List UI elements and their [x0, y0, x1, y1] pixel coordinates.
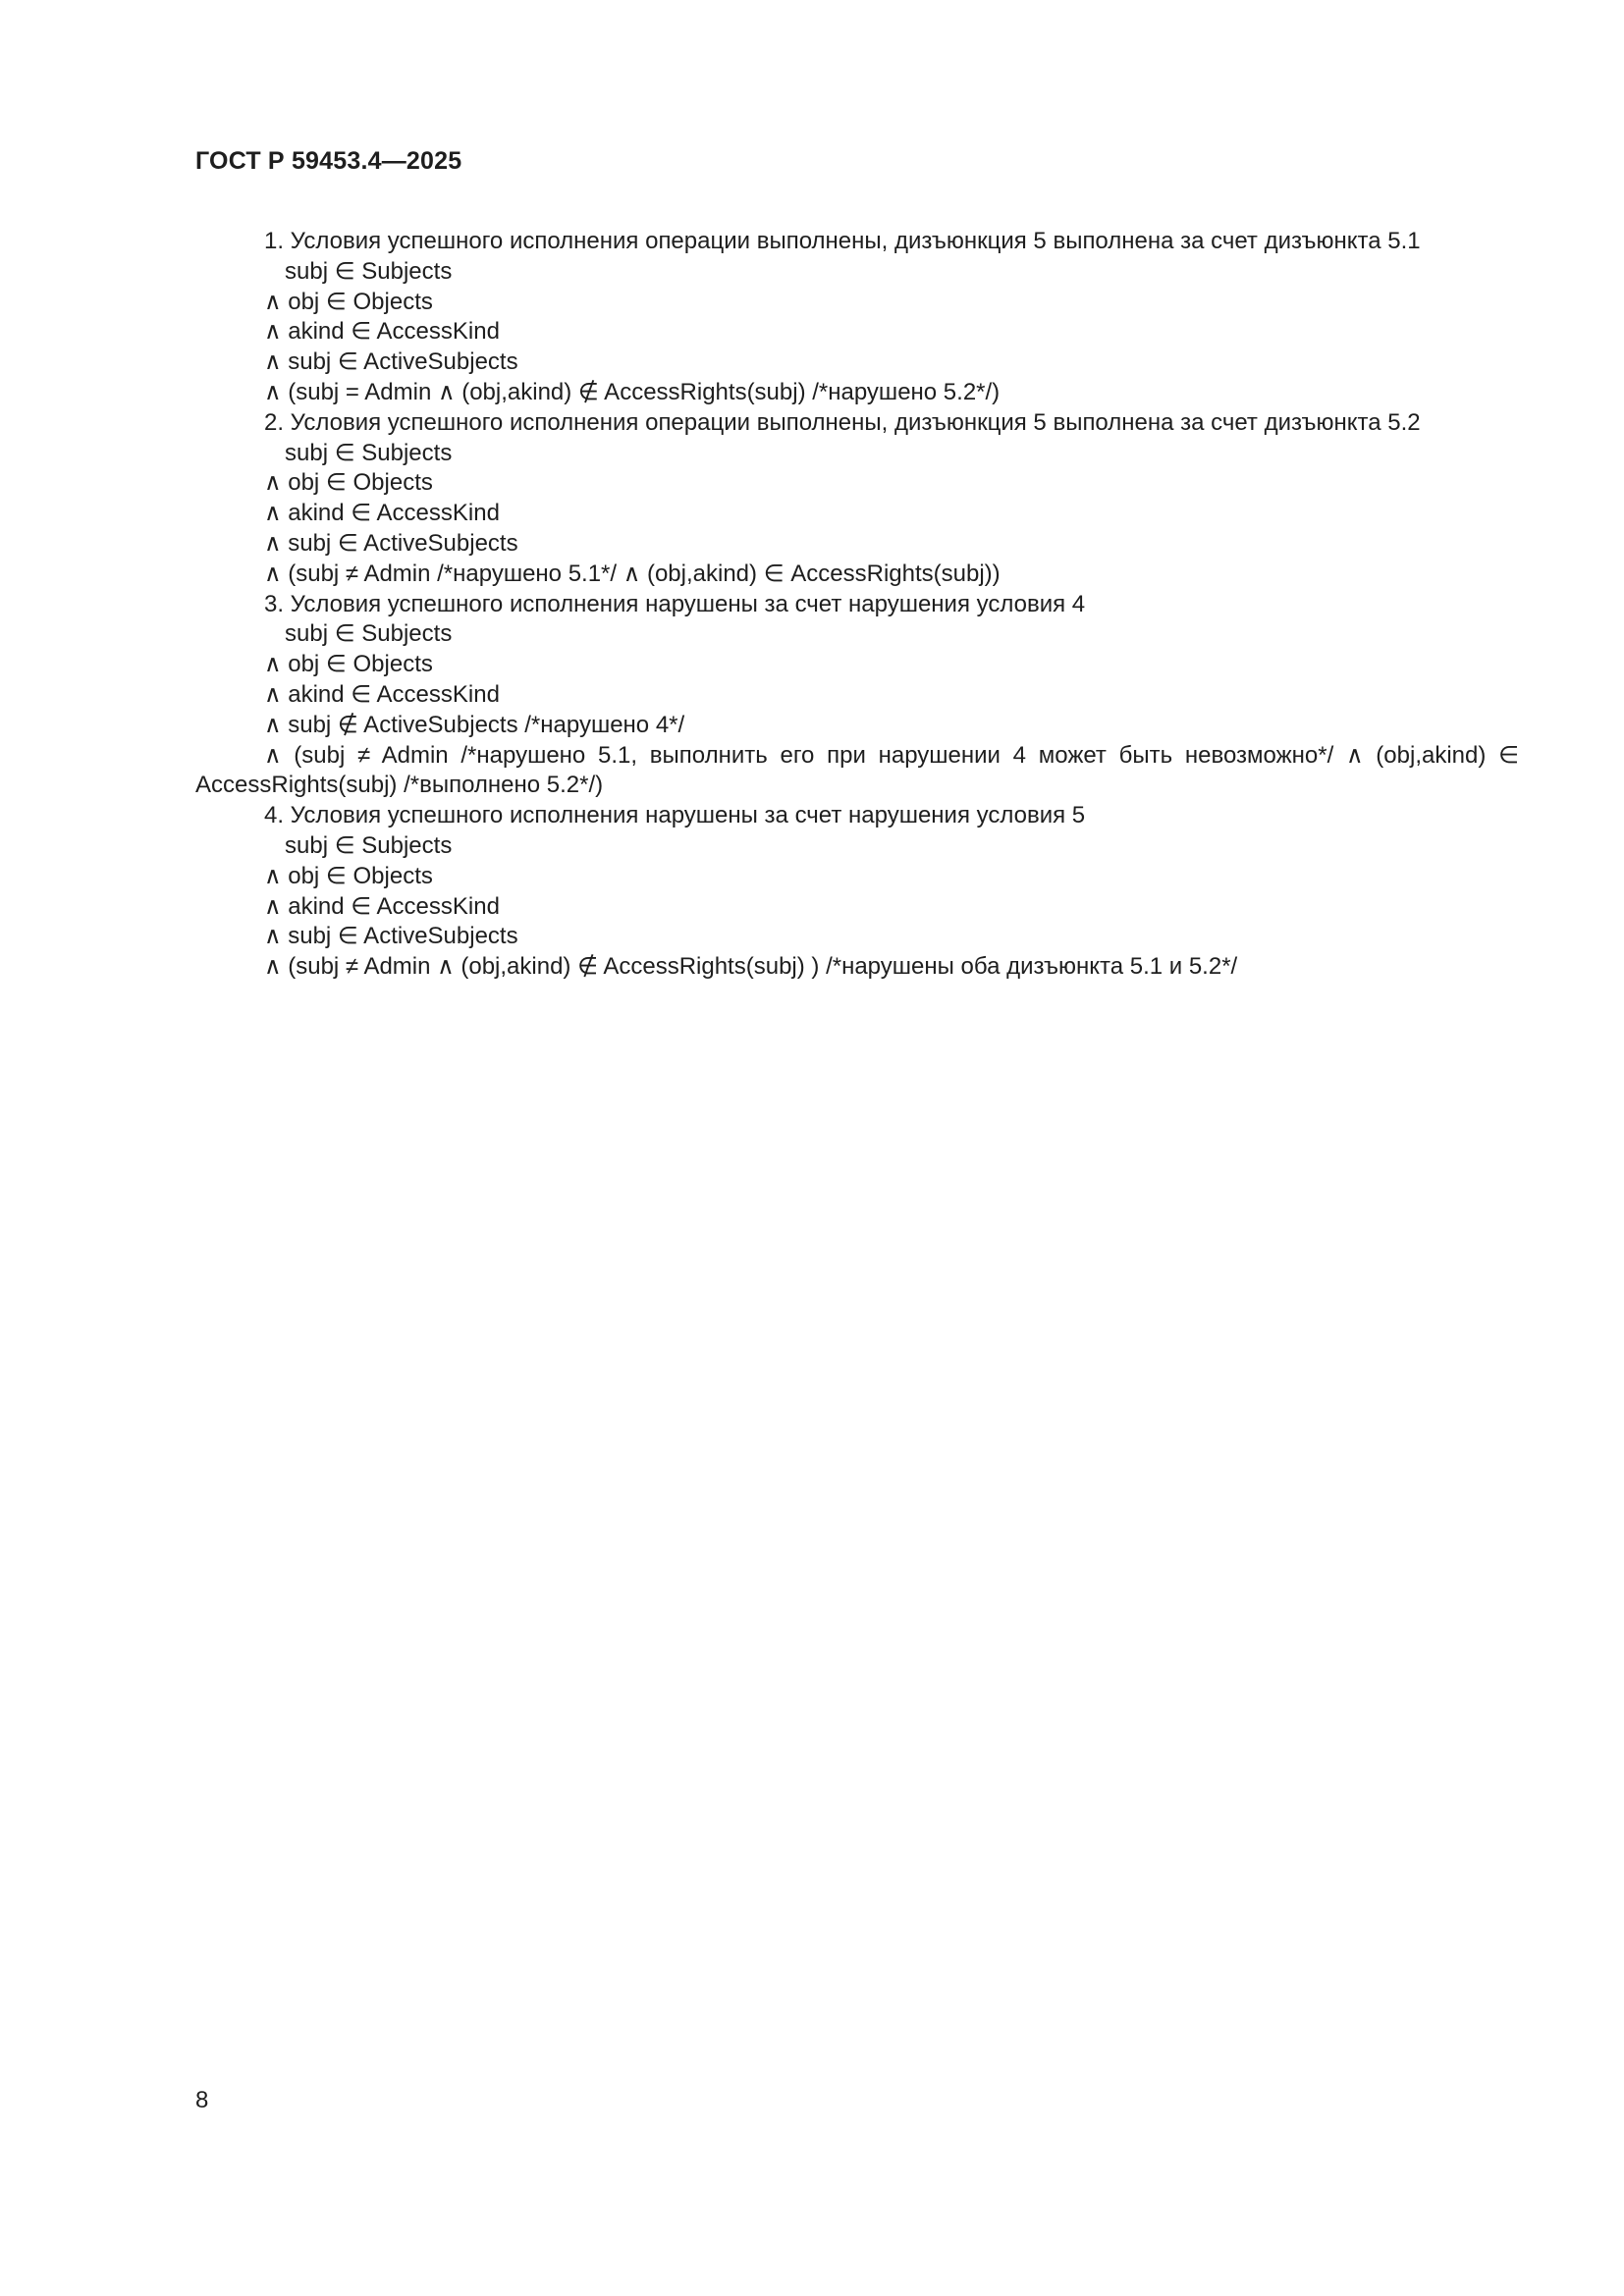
case-1-condition: ∧ subj ∈ ActiveSubjects	[264, 348, 518, 376]
case-3-condition: ∧ obj ∈ Objects	[264, 651, 433, 678]
case-1-condition: ∧ akind ∈ AccessKind	[264, 318, 500, 346]
case-1-first-condition: subj ∈ Subjects	[285, 257, 453, 285]
case-3-condition: ∧ akind ∈ AccessKind	[264, 680, 500, 708]
case-3-long-condition: ∧ (subj ≠ Admin /*нарушено 5.1, выполнить его при нарушении 4 может быть невозможно*/ ∧ (obj,akind) ∈ AccessRights(subj) /*выполнено 5.2*/)	[195, 741, 1519, 799]
case-3-first-condition: subj ∈ Subjects	[285, 620, 453, 648]
case-4-condition: ∧ akind ∈ AccessKind	[264, 892, 500, 920]
case-2-condition: ∧ obj ∈ Objects	[264, 469, 433, 497]
document-header: ГОСТ Р 59453.4—2025	[195, 147, 462, 175]
case-4-condition: ∧ subj ∈ ActiveSubjects	[264, 923, 518, 950]
case-1-title: 1. Условия успешного исполнения операции выполнены, дизъюнкция 5 выполнена за счет дизъюнкта 5.1	[264, 228, 1421, 254]
page-number: 8	[195, 2087, 209, 2113]
case-1-condition: ∧ obj ∈ Objects	[264, 288, 433, 315]
case-4-title: 4. Условия успешного исполнения нарушены за счет нарушения условия 5	[264, 802, 1086, 829]
case-4-condition: ∧ obj ∈ Objects	[264, 862, 433, 889]
case-2-condition: ∧ subj ∈ ActiveSubjects	[264, 529, 518, 557]
case-2-condition: ∧ akind ∈ AccessKind	[264, 500, 500, 527]
case-1-condition: ∧ (subj = Admin ∧ (obj,akind) ∉ AccessRights(subj) /*нарушено 5.2*/)	[264, 378, 1001, 405]
case-4-condition: ∧ (subj ≠ Admin ∧ (obj,akind) ∉ AccessRights(subj) ) /*нарушены оба дизъюнкта 5.1 и 5.2*/	[264, 953, 1238, 981]
case-4-first-condition: subj ∈ Subjects	[285, 831, 453, 859]
case-3-title: 3. Условия успешного исполнения нарушены за счет нарушения условия 4	[264, 590, 1086, 617]
case-2-condition: ∧ (subj ≠ Admin /*нарушено 5.1*/ ∧ (obj,akind) ∈ AccessRights(subj))	[264, 560, 1001, 587]
case-2-title: 2. Условия успешного исполнения операции выполнены, дизъюнкция 5 выполнена за счет дизъюнкта 5.2	[264, 408, 1421, 436]
case-3-condition: ∧ subj ∉ ActiveSubjects /*нарушено 4*/	[264, 711, 685, 738]
document-body	[195, 227, 1519, 983]
case-2-first-condition: subj ∈ Subjects	[285, 439, 453, 466]
